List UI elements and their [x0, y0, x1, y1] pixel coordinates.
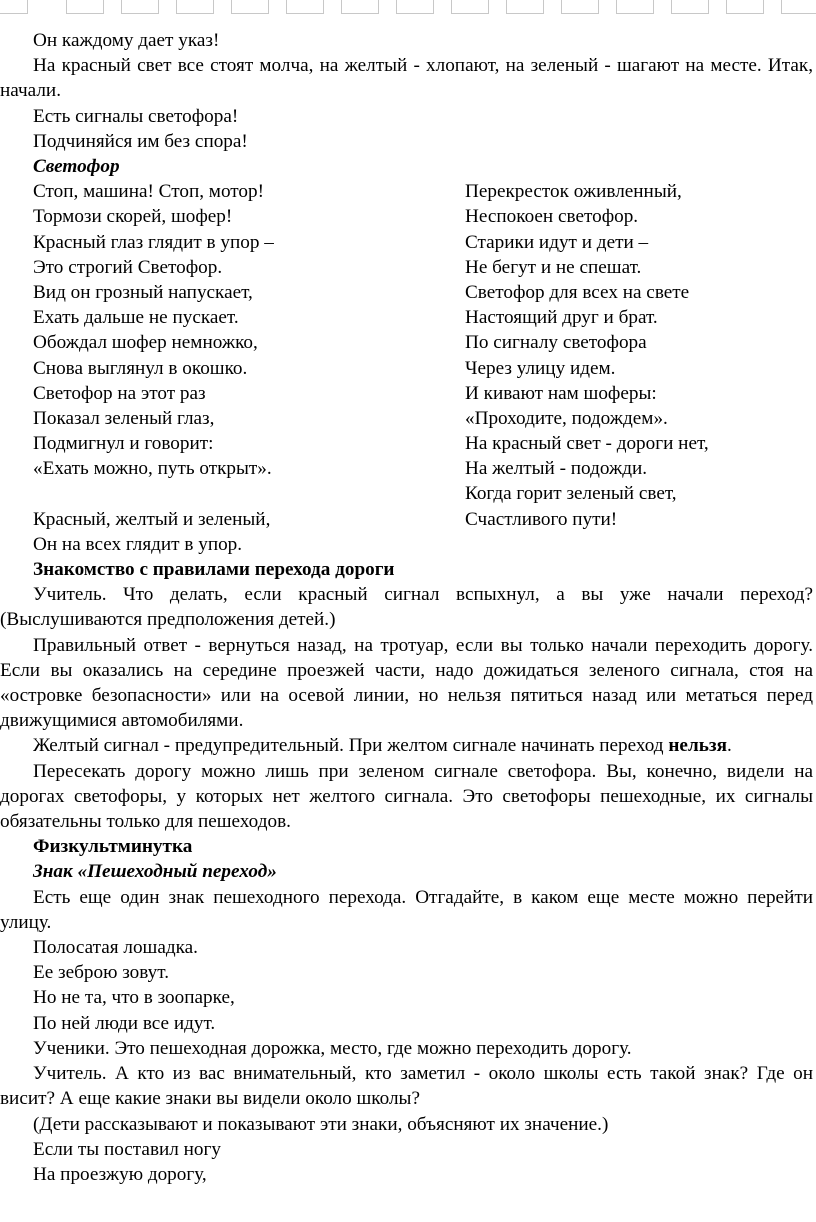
punctuation: . [726, 735, 732, 757]
poem-line: Вид он грозный напускает, [33, 281, 253, 303]
top-box [396, 0, 434, 14]
riddle-line: Но не та, что в зоопарке, [33, 987, 235, 1009]
poem-line: «Проходите, подождем». [465, 407, 668, 429]
document-content [0, 28, 813, 1187]
poem-line: Светофор на этот раз [33, 382, 206, 404]
poem-line: На красный свет - дороги нет, [465, 433, 709, 455]
top-box [781, 0, 816, 14]
poem-line: Счастливого пути! [465, 508, 618, 530]
paragraph: Пересекать дорогу можно лишь при зеленом сигнале светофора. Вы, конечно, видели на дорогах светофоры, у которых нет желтого сигнала. Это светофоры пешеходные, их сигналы обязательны только для пешеходов. [0, 760, 813, 833]
poem-line: Стоп, машина! Стоп, мотор! [33, 181, 264, 203]
poem-line: Подмигнул и говорит: [33, 433, 214, 455]
poem-line: Он на всех глядит в упор. [33, 533, 243, 555]
top-box [671, 0, 709, 14]
top-box [286, 0, 324, 14]
paragraph: Ученики. Это пешеходная дорожка, место, где можно переходить дорогу. [33, 1037, 632, 1059]
poem-title: Светофор [33, 156, 120, 178]
poem-line: Старики идут и дети – [465, 231, 649, 253]
poem-line: «Ехать можно, путь открыт». [33, 458, 272, 480]
poem-right-column [465, 179, 813, 557]
top-box [121, 0, 159, 14]
intro-line-2: На красный свет все стоят молча, на желтый - хлопают, на зеленый - шагают на месте. Итак, начали. [0, 55, 813, 102]
paragraph: Учитель. А кто из вас внимательный, кто заметил - около школы есть такой знак? Где он висит? А еще какие знаки вы видели около школы? [0, 1063, 813, 1110]
poem-two-columns [0, 179, 813, 557]
poem-line: Показал зеленый глаз, [33, 407, 215, 429]
top-box [506, 0, 544, 14]
paragraph-text: Желтый сигнал - предупредительный. При желтом сигнале начинать переход [33, 735, 664, 757]
riddle-line: Ее зеброю зовут. [33, 962, 170, 984]
poem-line: Ехать дальше не пускает. [33, 307, 239, 329]
paragraph: Правильный ответ - вернуться назад, на тротуар, если вы только начали переходить дорогу. Если вы оказались на середине проезжей части, надо дожидаться зеленого сигнала, стоя на «островке безопасности» или на осевой линии, но нельзя пятиться назад или метаться перед движущимися автомобилями. [0, 634, 813, 732]
poem-line: На проезжую дорогу, [33, 1163, 207, 1185]
paragraph: Учитель. Что делать, если красный сигнал вспыхнул, а вы уже начали переход? (Выслушиваются предположения детей.) [0, 584, 813, 631]
poem-line: Красный глаз глядит в упор – [33, 231, 274, 253]
poem-line: Это строгий Светофор. [33, 256, 223, 278]
top-box [561, 0, 599, 14]
intro-line-1: Он каждому дает указ! [33, 30, 220, 51]
emphasis-bold: нельзя [668, 735, 727, 757]
intro-line-4: Подчиняйся им без спора! [33, 130, 248, 152]
section-heading-exercise: Физкультминутка [33, 836, 193, 858]
paragraph: (Дети рассказывают и показывают эти знаки, объясняют их значение.) [33, 1113, 609, 1135]
top-box [726, 0, 764, 14]
section-heading-crossing-rules: Знакомство с правилами перехода дороги [33, 559, 395, 581]
poem-line: Красный, желтый и зеленый, [33, 508, 271, 530]
riddle-line: Полосатая лошадка. [33, 937, 198, 959]
poem-line: Неспокоен светофор. [465, 206, 639, 228]
page-top-boxes [0, 0, 816, 14]
poem-line: Тормози скорей, шофер! [33, 206, 233, 228]
top-box [341, 0, 379, 14]
poem-line: Настоящий друг и брат. [465, 307, 658, 329]
poem-line: На желтый - подожди. [465, 458, 648, 480]
top-box [231, 0, 269, 14]
poem-left-column [0, 179, 465, 557]
poem-line-blank [33, 481, 465, 506]
poem-line: Не бегут и не спешат. [465, 256, 642, 278]
document-page [0, 28, 816, 1187]
top-box [176, 0, 214, 14]
riddle-line: По ней люди все идут. [33, 1012, 216, 1034]
poem-line: По сигналу светофора [465, 332, 647, 354]
top-box [66, 0, 104, 14]
poem-line: Через улицу идем. [465, 357, 616, 379]
top-box [0, 0, 28, 14]
paragraph-yellow-signal [0, 733, 813, 758]
intro-line-3: Есть сигналы светофора! [33, 105, 239, 127]
poem-line: Светофор для всех на свете [465, 281, 690, 303]
poem-line: Когда горит зеленый свет, [465, 483, 677, 505]
paragraph: Есть еще один знак пешеходного перехода. Отгадайте, в каком еще месте можно перейти улицу. [0, 886, 813, 933]
poem-line: Перекресток оживленный, [465, 181, 682, 203]
poem-line: Снова выглянул в окошко. [33, 357, 248, 379]
section-heading-pedestrian-sign: Знак «Пешеходный переход» [33, 861, 277, 883]
top-box [616, 0, 654, 14]
poem-line: Если ты поставил ногу [33, 1138, 221, 1160]
poem-line: Обождал шофер немножко, [33, 332, 258, 354]
top-box [451, 0, 489, 14]
poem-line: И кивают нам шоферы: [465, 382, 657, 404]
